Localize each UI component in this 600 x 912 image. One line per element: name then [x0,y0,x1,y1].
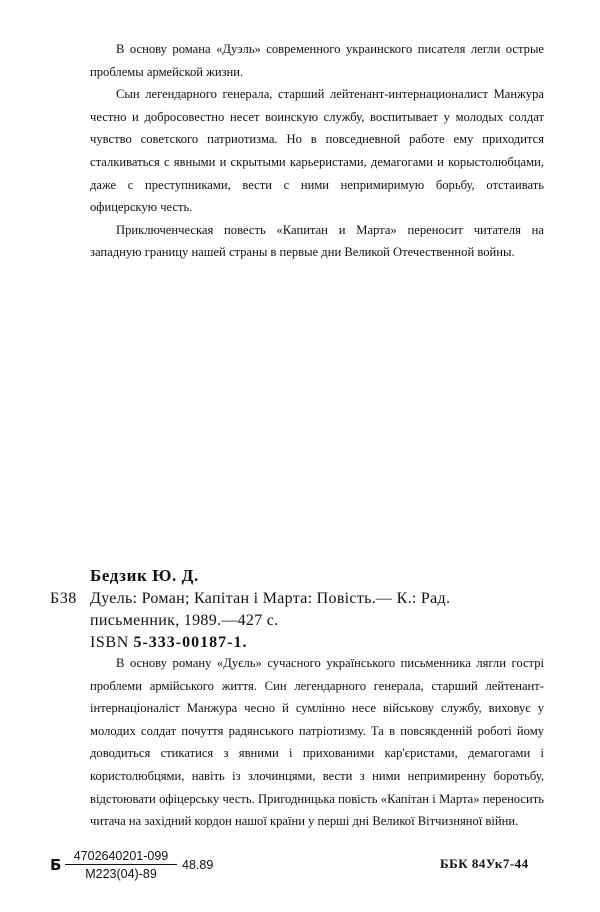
isbn-line [90,632,550,654]
isbn-number: 5-333-00187-1. [133,634,248,651]
bbk-code: ББК 84Ук7-44 [440,856,529,871]
title-line-1: Дуель: Роман; Капітан і Марта: Повість.— К.: Рад. [90,590,451,607]
footer-letter: Б [50,856,62,874]
shelf-code: Б38 [50,590,77,607]
fraction-numerator: 4702640201-099 [65,848,177,865]
classification-fraction [65,848,177,883]
catalog-entry [50,588,550,632]
fraction-denominator: М223(04)-89 [85,867,157,881]
ru-paragraph-2: Сын легендарного генерала, старший лейтенант-интернационалист Манжура честно и добросовестно несет воинскую службу, воспитывает у молодых солдат чувство советского патриотизма. Но в повседневной работе ему приходится сталкиваться с явными и скрытыми карьеристами, демагогами и корыстолюбцами, даже с преступниками, вести с ними непримиримую борьбу, отстаивать офицерскую честь. [90,87,544,215]
annotation-ukrainian [90,652,544,833]
footer-codes [0,848,600,888]
ua-paragraph-1: В основу роману «Дуєль» сучасного українського письменника лягли гострі проблеми армійського життя. Син легендарного генерала, старший лейтенант-інтернаціоналіст Манжура чесно й сумлінно несе військову службу, виховує у молодих солдат почуття радянського патріотизму. Та в повсякденній роботі йому доводиться стикатися з явними і прихованими кар'єристами, демагогами і користолюбцями, навіть із злочинцями, вести з ними непримиренну боротьбу, відстоювати офіцерську честь. Пригодницька повість «Капітан і Марта» переносить читача на західний кордон нашої країни у перші дні Великої Вітчизняної війни. [90,656,544,829]
catalog-card [50,564,550,654]
annotation-russian [90,38,544,264]
title-line-2: письменник, 1989.—427 с. [90,612,279,629]
author-heading: Бедзик Ю. Д. [90,566,199,585]
ru-paragraph-1: В основу романа «Дуэль» современного украинского писателя легли острые проблемы армейской жизни. [90,42,544,79]
ru-paragraph-3: Приключенческая повесть «Капитан и Марта» переносит читателя на западную границу нашей страны в первые дни Великой Отечественной войны. [90,222,544,260]
price-code: 48.89 [182,858,214,872]
title-statement [90,588,542,632]
isbn-label: ISBN [90,634,129,651]
